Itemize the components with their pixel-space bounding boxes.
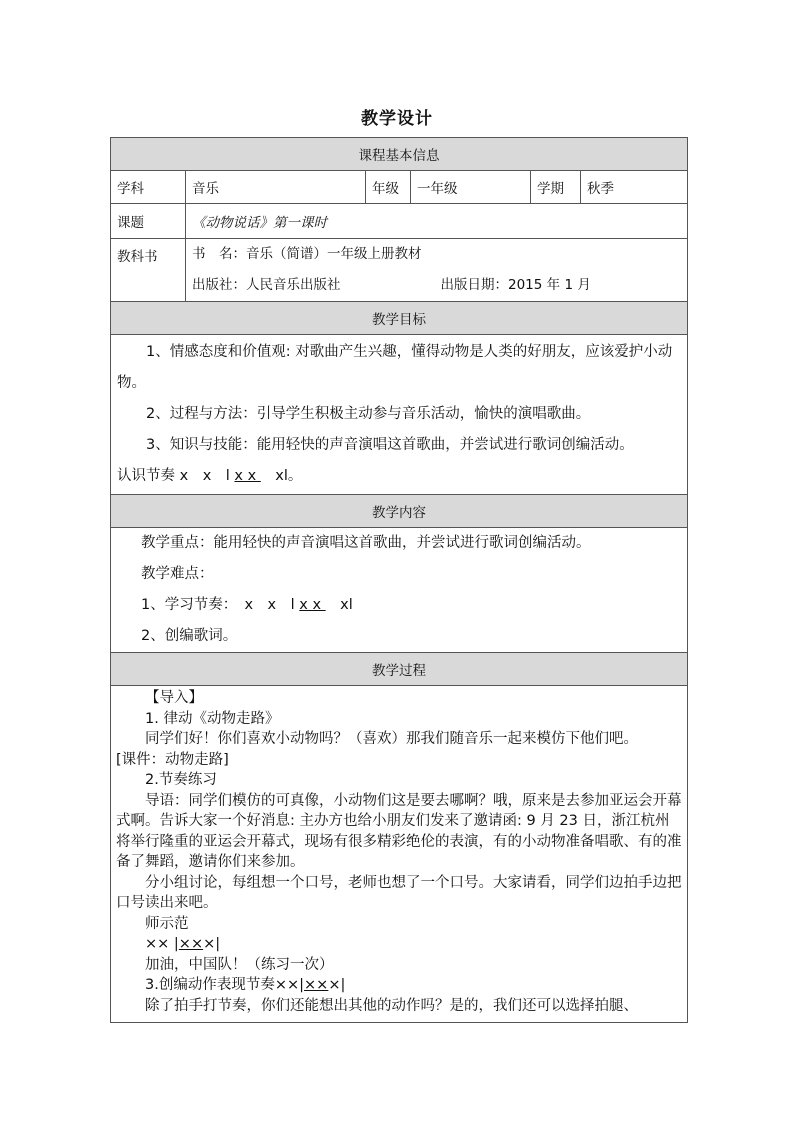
goals-row <box>111 335 688 495</box>
topic-row <box>111 204 688 239</box>
grade-label: 年级 <box>366 171 411 204</box>
process-body <box>111 686 688 1023</box>
book-name: 书 名：音乐（简谱）一年级上册教材 <box>192 246 422 262</box>
process-item: 1. 律动《动物走路》 <box>145 710 280 727</box>
process-text: 同学们好！你们喜欢小动物吗？（喜欢）那我们随音乐一起来模仿下他们吧。 <box>145 731 638 747</box>
textbook-info <box>186 239 688 302</box>
difficult-point: 教学难点： <box>141 566 214 582</box>
section-title: 教学目标 <box>111 302 688 335</box>
section-title: 课程基本信息 <box>111 138 688 171</box>
publisher: 出版社：人民音乐出版社 <box>192 277 341 293</box>
section-title: 教学过程 <box>111 653 688 686</box>
process-text: [课件：动物走路] <box>116 751 229 768</box>
lesson-plan-table <box>110 137 688 1023</box>
textbook-label: 教科书 <box>111 239 186 302</box>
difficult-item-2: 2、创编歌词。 <box>141 628 238 644</box>
subject-value: 音乐 <box>186 171 366 204</box>
grade-value: 一年级 <box>411 171 531 204</box>
goal-2: 2、过程与方法：引导学生积极主动参与音乐活动，愉快的演唱歌曲。 <box>146 406 591 422</box>
key-point: 教学重点：能用轻快的声音演唱这首歌曲，并尝试进行歌词创编活动。 <box>141 535 591 551</box>
publisher-line <box>192 270 681 301</box>
section-content-header <box>111 495 688 528</box>
publish-date: 出版日期：2015 年 1 月 <box>440 277 591 293</box>
section-title: 教学内容 <box>111 495 688 528</box>
page-title: 教学设计 <box>361 109 433 129</box>
process-text: 师示范 <box>145 915 189 932</box>
process-rhythm: ×× |×××| <box>145 936 221 952</box>
term-label: 学期 <box>531 171 581 204</box>
topic-label: 课题 <box>111 204 186 239</box>
section-goals-header <box>111 302 688 335</box>
goal-1: 1、情感态度和价值观: 对歌曲产生兴趣，懂得动物是人类的好朋友，应该爱护小动物。 <box>117 344 673 391</box>
subject-label: 学科 <box>111 171 186 204</box>
process-text: 导语：同学们模仿的可真像，小动物们这是要去哪啊？哦，原来是去参加亚运会开幕式啊。告诉大家一个好消息: 主办方也给小朋友们发来了邀请函: 9 月 23 日，浙江杭州将举行隆重的亚运会开幕式，现场有很多精彩绝伦的表演，有的小动物准备唱歌、有的准备了舞蹈，邀请你们来参加。 <box>116 792 682 870</box>
goals-content <box>111 335 688 495</box>
content-body <box>111 528 688 653</box>
section-basic-header <box>111 138 688 171</box>
process-item: 2.节奏练习 <box>145 772 217 788</box>
textbook-row <box>111 239 688 302</box>
difficult-item-1: 1、学习节奏： x x l x x xl <box>141 597 353 613</box>
basic-info-row <box>111 171 688 204</box>
process-text: 分小组讨论，每组想一个口号，老师也想了一个口号。大家请看，同学们边拍手边把口号读出来吧。 <box>116 874 682 911</box>
process-text: 除了拍手打节奏，你们还能想出其他的动作吗？是的，我们还可以选择拍腿、 <box>145 997 638 1014</box>
process-row <box>111 686 688 1023</box>
section-process-header <box>111 653 688 686</box>
goal-3-rhythm: 认识节奏 x x l x x xl。 <box>117 468 303 484</box>
goal-3: 3、知识与技能：能用轻快的声音演唱这首歌曲，并尝试进行歌词创编活动。 <box>146 437 634 453</box>
process-item: 3.创编动作表现节奏××|×××| <box>145 977 346 993</box>
process-heading: 【导入】 <box>145 690 203 706</box>
content-row <box>111 528 688 653</box>
process-text: 加油，中国队！（练习一次） <box>145 956 334 973</box>
topic-value: 《动物说话》第一课时 <box>186 204 688 239</box>
term-value: 秋季 <box>581 171 688 204</box>
